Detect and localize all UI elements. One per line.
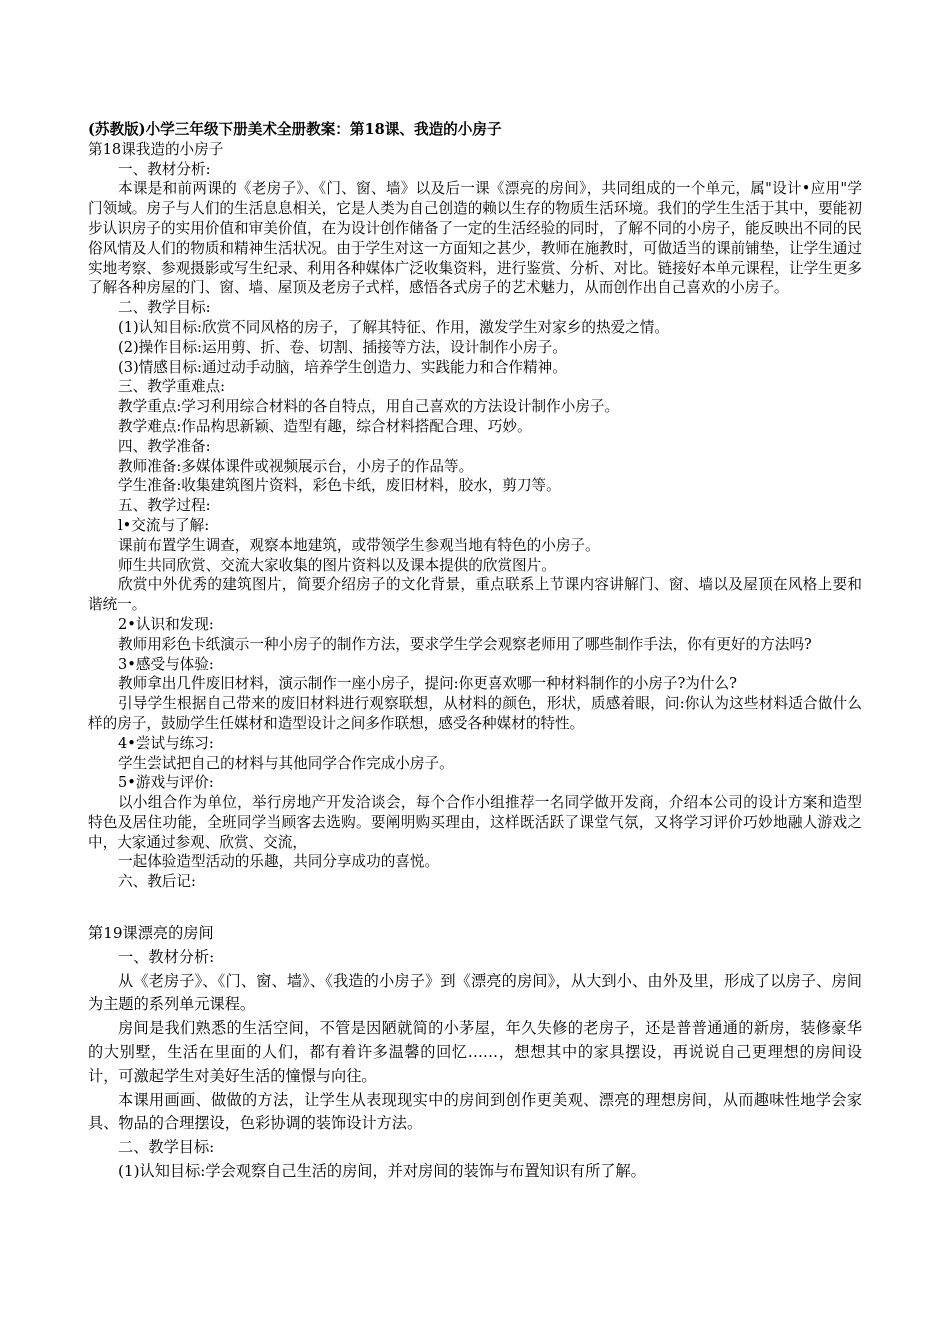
lesson18-step4-paragraph: 学生尝试把自己的材料与其他同学合作完成小房子。 xyxy=(118,754,454,772)
lesson19-analysis-paragraph: 房间是我们熟悉的生活空间，不管是因陋就简的小茅屋，年久失修的老房子，还是普普通通的新房，装修豪华的大别墅，生活在里面的人们，都有着许多温馨的回忆……，想想其中的家具摆设，再说说自己更理想的房间设计，可激起学生对美好生活的憧憬与向往。 xyxy=(88,1019,862,1085)
lesson18-step2-heading: 2•认识和发现: xyxy=(118,615,214,633)
lesson19-analysis-paragraph: 本课用画画、做做的方法，让学生从表现现实中的房间到创作更美观、漂亮的理想房间，从而趣味性地学会家具、物品的合理摆设，色彩协调的装饰设计方法。 xyxy=(88,1090,862,1133)
lesson19-section-goals: 二、教学目标: xyxy=(118,1138,215,1157)
lesson18-section-key-points: 三、教学重难点: xyxy=(118,378,226,396)
lesson18-difficult-point: 教学难点:作品构思新颖、造型有趣，综合材料搭配合理、巧妙。 xyxy=(118,417,532,435)
lesson18-analysis-paragraph: 本课是和前两课的《老房子》、《门、窗、墙》以及后一课《漂亮的房间》，共同组成的一个单元，属"设计•应用"学门领域。房子与人们的生活息息相关，它是人类为自己创造的赖以生存的物质生活环境。我们的学生生活于其中，要能初步认识房子的实用价值和审美价值，在为设计创作储备了一定的生活经验的同时，了解不同的小房子，能反映出不同的民俗风情及人们的物质和精神生活状况。由于学生对这一方面知之甚少，教师在施教时，可做适当的课前铺垫，让学生通过实地考察、参观摄影或写生纪录、利用各种媒体广泛收集资料，进行鉴赏、分析、对比。链接好本单元课程，让学生更多了解各种房屋的门、窗、墙、屋顶及老房子式样，感悟各式房子的艺术魅力，从而创作出自己喜欢的小房子。 xyxy=(88,180,862,297)
lesson18-heading: 第18课我造的小房子 xyxy=(88,140,224,158)
lesson18-step3-paragraph: 引导学生根据自己带来的废旧材料进行观察联想，从材料的颜色，形状，质感着眼，问:你认为这些材料适合做什么样的房子，鼓励学生任媒材和造型设计之间多作联想，感受各种媒材的特性。 xyxy=(88,695,862,732)
lesson18-step1-paragraph: 师生共同欣赏、交流大家收集的图片资料以及课本提供的欣赏图片。 xyxy=(118,556,556,574)
lesson18-step5-heading: 5•游戏与评价: xyxy=(118,774,214,792)
lesson18-section-preparation: 四、教学准备: xyxy=(118,437,211,455)
lesson18-section-process: 五、教学过程: xyxy=(118,497,211,515)
lesson19-goal-1: (1)认知目标:学会观察自己生活的房间，并对房间的装饰与布置知识有所了解。 xyxy=(118,1162,646,1181)
document-page xyxy=(88,120,862,1184)
lesson18-step4-heading: 4•尝试与练习: xyxy=(118,734,214,752)
lesson18-step1-heading: l•交流与了解: xyxy=(118,516,210,534)
lesson18-section-analysis: 一、教材分析: xyxy=(118,160,211,178)
section-spacer xyxy=(88,892,862,922)
lesson18-section-reflection: 六、教后记: xyxy=(118,873,196,891)
document-title: (苏教版)小学三年级下册美术全册教案：第18课、我造的小房子 xyxy=(88,121,502,138)
lesson19-analysis-paragraph: 从《老房子》、《门、窗、墙》、《我造的小房子》到《漂亮的房间》，从大到小、由外及里，形成了以房子、房间为主题的系列单元课程。 xyxy=(88,971,862,1014)
lesson18-step1-paragraph: 课前布置学生调查，观察本地建筑，或带领学生参观当地有特色的小房子。 xyxy=(118,536,600,554)
lesson18-key-point: 教学重点:学习利用综合材料的各自特点，用自己喜欢的方法设计制作小房子。 xyxy=(118,398,620,416)
lesson18-step5-paragraph: 以小组合作为单位，举行房地产开发洽谈会，每个合作小组推荐一名同学做开发商，介绍本公司的设计方案和造型特色及居住功能，全班同学当顾客去选购。要阐明购买理由，这样既活跃了课堂气氛，又将学习评价巧妙地融人游戏之中，大家通过参观、欣赏、交流， xyxy=(88,794,862,851)
lesson18-goal-2: (2)操作目标:运用剪、折、卷、切割、插接等方法，设计制作小房子。 xyxy=(118,338,567,356)
lesson19-section-analysis: 一、教材分析: xyxy=(118,947,215,966)
lesson18-student-prep: 学生准备:收集建筑图片资料，彩色卡纸，废旧材料，胶水，剪刀等。 xyxy=(118,477,561,495)
lesson19-heading: 第19课漂亮的房间 xyxy=(88,924,214,943)
lesson18-goal-3: (3)情感目标:通过动手动脑，培养学生创造力、实践能力和合作精神。 xyxy=(118,358,567,376)
lesson18-step2-paragraph: 教师用彩色卡纸演示一种小房子的制作方法，要求学生学会观察老师用了哪些制作手法，你有更好的方法吗? xyxy=(118,635,812,653)
lesson18-teacher-prep: 教师准备:多媒体课件或视频展示台，小房子的作品等。 xyxy=(118,457,474,475)
lesson18-step1-paragraph: 欣赏中外优秀的建筑图片，简要介绍房子的文化背景，重点联系上节课内容讲解门、窗、墙以及屋顶在风格上要和谐统一。 xyxy=(88,576,862,614)
lesson18-step3-heading: 3•感受与体验: xyxy=(118,655,214,673)
lesson18-step3-paragraph: 教师拿出几件废旧材料，演示制作一座小房子，提问:你更喜欢哪一种材料制作的小房子?为什么? xyxy=(118,675,737,693)
lesson18-goal-1: (1)认知目标:欣赏不同风格的房子，了解其特征、作用，激发学生对家乡的热爱之情。 xyxy=(118,318,669,336)
lesson18-step5-paragraph: 一起体验造型活动的乐趣，共同分享成功的喜悦。 xyxy=(118,853,440,871)
lesson18-section-goals: 二、教学目标: xyxy=(118,299,211,317)
